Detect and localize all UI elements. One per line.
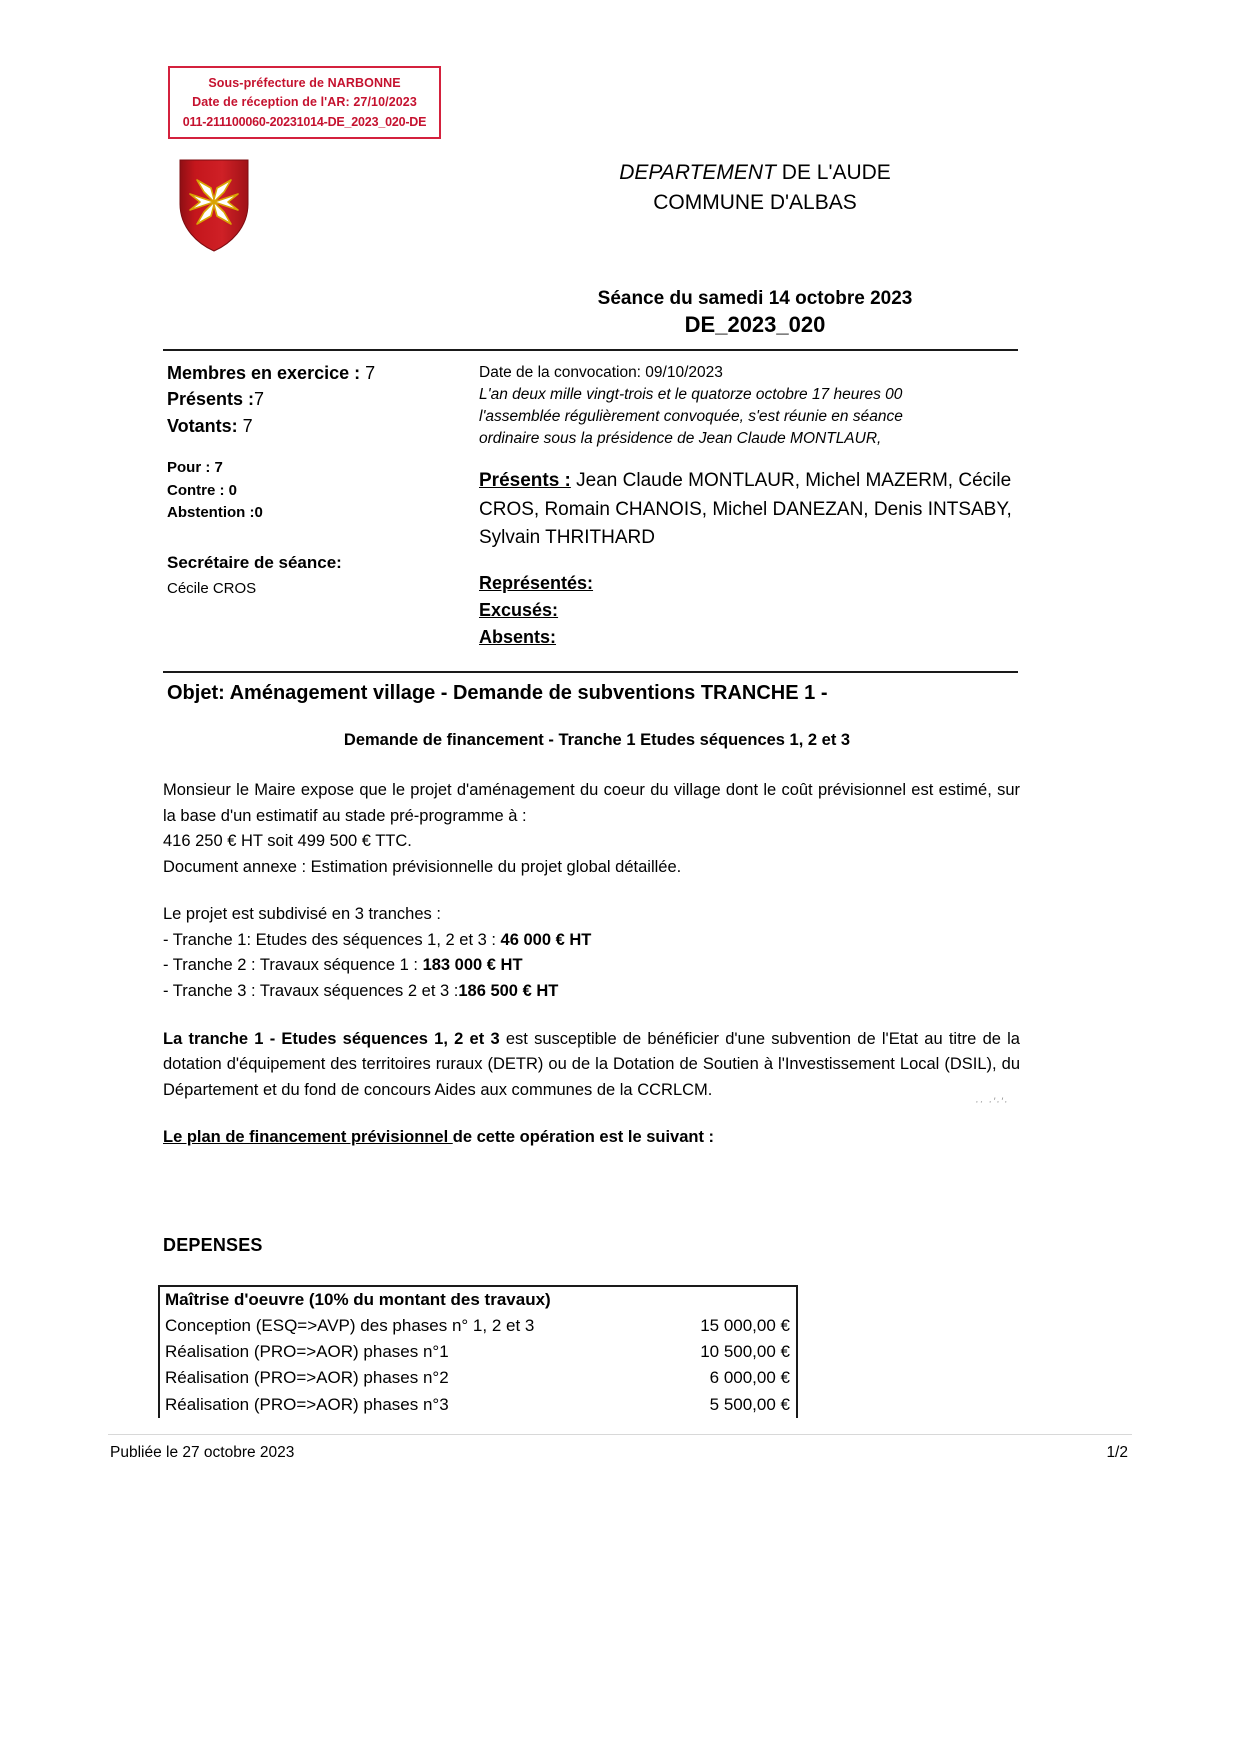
department-rest: DE L'AUDE — [775, 161, 891, 184]
session-date: Séance du samedi 14 octobre 2023 — [597, 288, 913, 309]
table-row — [160, 1313, 796, 1339]
vote-pour: Pour : 7 — [167, 459, 223, 477]
attendance-summary — [167, 360, 467, 599]
convocation-date: Date de la convocation: 09/10/2023 — [479, 364, 723, 381]
vote-contre: Contre : 0 — [167, 481, 238, 499]
department-line — [470, 158, 1040, 188]
presents-row — [167, 386, 467, 412]
commune-line: COMMUNE D'ALBAS — [653, 190, 857, 214]
other-roles — [479, 570, 1024, 651]
table-row — [160, 1339, 796, 1365]
subsidy-text: est susceptible de bénéficier d'une subvention de l'Etat au titre de la dotation d'équipement des territoires ruraux (DETR) ou de la Dotation de Soutien à l'Investissement Local (DSIL), du Département et du fond de concours Aides aux communes de la CCRLCM. — [163, 1029, 1020, 1099]
represented-label: Représentés: — [479, 572, 594, 593]
preamble-line-1: L'an deux mille vingt-trois et le quatorze octobre 17 heures 00 — [479, 386, 903, 404]
expense-amount: 5 500,00 € — [709, 1394, 790, 1414]
deliberation-number: DE_2023_020 — [684, 312, 826, 337]
stamp-line-authority: Sous-préfecture de NARBONNE — [208, 76, 401, 90]
paragraph-subdivision: Le projet est subdivisé en 3 tranches : — [163, 905, 441, 924]
divider-top — [163, 349, 1018, 351]
tranche-1-amount: 46 000 € HT — [500, 930, 592, 949]
publication-date: Publiée le 27 octobre 2023 — [110, 1444, 295, 1461]
tranche-3-amount: 186 500 € HT — [458, 981, 559, 1000]
paragraph-financing-plan — [163, 1125, 1020, 1151]
expense-label: Réalisation (PRO=>AOR) phases n°2 — [165, 1368, 449, 1388]
vote-abstention: Abstention :0 — [167, 504, 263, 522]
expense-label: Réalisation (PRO=>AOR) phases n°1 — [165, 1342, 449, 1362]
expenses-table — [158, 1285, 798, 1418]
divider-objet — [163, 671, 1018, 673]
secretary-label: Secrétaire de séance: — [167, 552, 342, 572]
page-title: Objet: Aménagement village - Demande de subventions TRANCHE 1 - — [167, 682, 828, 704]
paragraph-subsidy — [163, 1027, 1020, 1104]
paragraph-cost-estimate: Monsieur le Maire expose que le projet d'aménagement du coeur du village dont le coût prévisionnel est estimé, sur la base d'un estimatif au stade pré-programme à : — [163, 781, 1020, 825]
department-italic: DEPARTEMENT — [619, 161, 776, 184]
secretary-name: Cécile CROS — [167, 579, 257, 597]
represented-row — [479, 570, 1024, 597]
stamp-line-date: Date de réception de l'AR: 27/10/2023 — [192, 95, 417, 110]
tranche-1-label: - Tranche 1: Etudes des séquences 1, 2 et 3 : — [163, 930, 501, 949]
coat-of-arms-icon — [178, 158, 250, 253]
presents-value: 7 — [254, 389, 265, 410]
table-row — [160, 1392, 796, 1418]
tranche-1-emphasis: La tranche 1 - Etudes séquences 1, 2 et 3 — [163, 1029, 500, 1048]
spacer-1 — [163, 880, 1020, 902]
excused-row — [479, 597, 1024, 624]
deliberation-body — [163, 778, 1020, 1151]
attendees-names: Jean Claude MONTLAUR, Michel MAZERM, Cécile CROS, Romain CHANOIS, Michel DANEZAN, Denis INTSABY, Sylvain THRITHARD — [479, 470, 1012, 548]
tranche-item-3 — [163, 979, 1020, 1005]
tranche-2-amount: 183 000 € HT — [422, 956, 523, 975]
absent-label: Absents: — [479, 626, 557, 647]
page-number: 1/2 — [1106, 1444, 1128, 1461]
financing-plan-underlined: Le plan de financement prévisionnel — [163, 1128, 453, 1147]
secretary-block — [167, 551, 467, 599]
expense-amount: 15 000,00 € — [700, 1316, 790, 1336]
absent-row — [479, 624, 1024, 651]
tranche-3-label: - Tranche 3 : Travaux séquences 2 et 3 : — [163, 981, 459, 1000]
expense-amount: 10 500,00 € — [700, 1342, 790, 1362]
convocation-block — [479, 362, 1024, 651]
spacer-2 — [163, 1005, 1020, 1027]
tranche-2-label: - Tranche 2 : Travaux séquence 1 : — [163, 956, 423, 975]
prefecture-stamp — [168, 66, 441, 139]
paragraph-amount-ht-ttc: 416 250 € HT soit 499 500 € TTC. — [163, 832, 412, 851]
tranche-item-1 — [163, 928, 1020, 954]
expense-label: Maîtrise d'oeuvre (10% du montant des travaux) — [165, 1290, 551, 1309]
preamble-line-3: ordinaire sous la présidence de Jean Claude MONTLAUR, — [479, 430, 882, 448]
votants-row — [167, 413, 467, 439]
expense-amount: 6 000,00 € — [709, 1368, 790, 1388]
financing-plan-rest: de cette opération est le suivant : — [452, 1128, 715, 1147]
expense-label: Réalisation (PRO=>AOR) phases n°3 — [165, 1394, 449, 1414]
membres-value: 7 — [365, 363, 376, 383]
expenses-heading: DEPENSES — [163, 1235, 263, 1255]
footer-divider — [108, 1434, 1132, 1435]
table-row — [160, 1287, 796, 1313]
page-subtitle: Demande de financement - Tranche 1 Etudes séquences 1, 2 et 3 — [343, 731, 851, 749]
stamp-line-id: 011-211100060-20231014-DE_2023_020-DE — [182, 114, 427, 129]
expense-label: Conception (ESQ=>AVP) des phases n° 1, 2 et 3 — [165, 1316, 535, 1336]
vote-results — [167, 457, 467, 525]
scan-artifact-1: ·· ·'·'· — [975, 1096, 1009, 1108]
votants-value: 7 — [242, 415, 253, 436]
membres-label: Membres en exercice : — [167, 363, 366, 383]
presents-label: Présents : — [167, 389, 255, 410]
excused-label: Excusés: — [479, 599, 559, 620]
preamble-line-2: l'assemblée régulièrement convoquée, s'est réunie en séance — [479, 408, 903, 426]
attendees-label: Présents : — [479, 470, 571, 492]
spacer-3 — [163, 1103, 1020, 1125]
paragraph-annex: Document annexe : Estimation prévisionnelle du projet global détaillée. — [163, 857, 682, 876]
attendance-counts — [167, 360, 467, 439]
document-header — [470, 158, 1040, 218]
votants-label: Votants: — [167, 415, 243, 436]
table-row — [160, 1365, 796, 1391]
convocation-preamble — [479, 384, 1024, 450]
attendees-list — [479, 467, 1024, 551]
tranche-item-2 — [163, 953, 1020, 979]
membres-en-exercice-row — [167, 360, 467, 386]
